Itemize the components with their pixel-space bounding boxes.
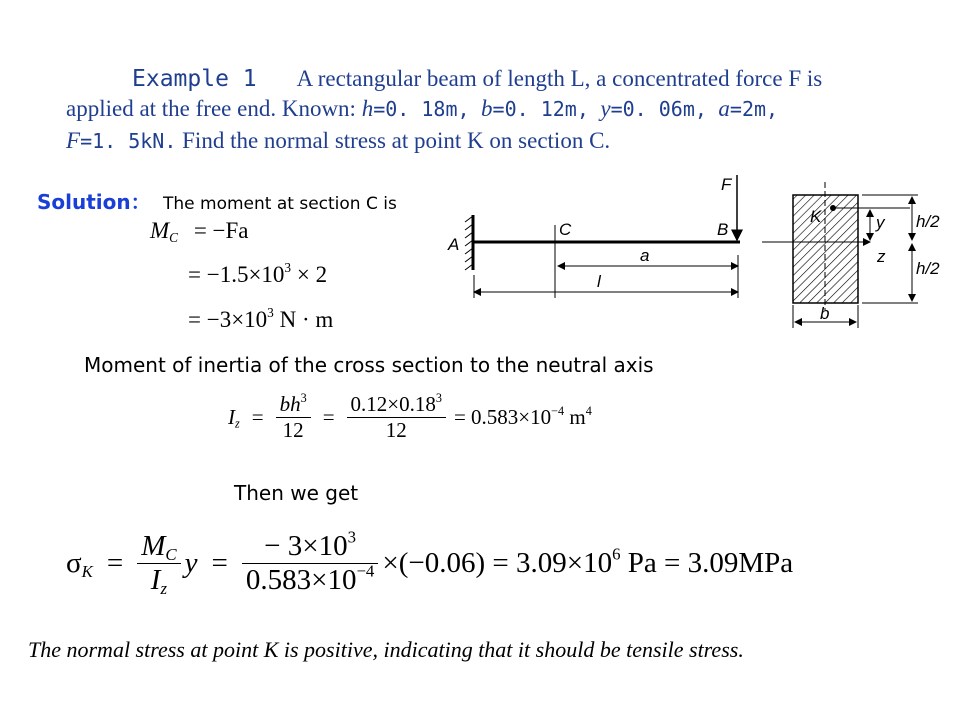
var-F: F	[66, 128, 81, 153]
iz-symbol	[228, 405, 240, 430]
eq2-exp: 3	[284, 260, 292, 275]
frac2-num: 0.12×0.18	[350, 392, 436, 416]
label-l: l	[597, 272, 601, 291]
f1-num-sub: C	[165, 545, 177, 565]
f2-num: − 3×10	[264, 530, 348, 562]
frac2-num-exp: 3	[435, 390, 442, 405]
fraction-numeric-final	[242, 527, 379, 597]
final-y: y	[184, 547, 198, 579]
moment-eq-3	[188, 307, 333, 333]
mc-subscript: C	[169, 230, 179, 245]
f2-den: 0.583×10	[245, 564, 357, 596]
label-h2-top: h/2	[916, 212, 940, 231]
y-value: =0. 06m,	[610, 97, 707, 121]
final-equation	[66, 527, 794, 599]
a-value: =2m,	[729, 97, 779, 121]
example-question: Find the normal stress at point K on section C.	[182, 128, 611, 153]
label-B: B	[717, 220, 729, 239]
label-y: y	[876, 213, 885, 232]
conclusion-text: The normal stress at point K is positive, indicating that it should be tensile stress.	[28, 637, 744, 662]
iz-letter: I	[228, 405, 235, 429]
final-tail-exp: 6	[612, 544, 621, 564]
inertia-unit-exp: 4	[585, 403, 592, 418]
f2-num-exp: 3	[347, 527, 357, 547]
label-b: b	[820, 304, 830, 323]
label-C: C	[559, 220, 572, 239]
final-tail: ×(−0.06) = 3.09×10	[382, 547, 613, 579]
frac1-num: bh	[279, 392, 301, 416]
label-K: K	[810, 207, 822, 226]
F-value: =1. 5kN.	[80, 129, 177, 153]
example-line-3	[66, 126, 610, 156]
known-text: applied at the free end. Known:	[66, 96, 362, 121]
eq2-tail: × 2	[296, 262, 328, 287]
label-h2-bottom: h/2	[916, 259, 940, 278]
eq3-exp: 3	[267, 305, 274, 320]
example-line-2	[66, 94, 778, 124]
label-A: A	[448, 235, 460, 254]
label-a: a	[640, 246, 650, 265]
var-b: b	[481, 96, 493, 121]
equals-f1: =	[106, 547, 124, 579]
example-line-1	[132, 64, 822, 94]
moment-eq-1	[150, 218, 249, 244]
sigma-sub: K	[81, 562, 93, 582]
beam-diagram	[440, 170, 960, 340]
sigma-symbol: σ	[66, 547, 82, 579]
iz-sub: z	[235, 416, 240, 431]
inertia-equation	[228, 392, 592, 443]
f1-num: M	[141, 530, 166, 562]
f2-den-exp: −4	[356, 561, 375, 581]
inertia-unit: m	[569, 405, 586, 429]
equals-2: =	[322, 405, 335, 429]
frac1-den: 12	[282, 418, 304, 442]
solution-intro: The moment at section C is	[163, 194, 397, 214]
fixed-support	[465, 215, 473, 270]
example-text-1: A rectangular beam of length L, a concentrated force F is	[296, 66, 823, 91]
h-value: =0. 18m,	[373, 97, 470, 121]
f1-den-sub: z	[160, 579, 168, 599]
inertia-result-value: = 0.583×10	[453, 405, 552, 429]
label-z: z	[877, 247, 886, 266]
var-a: a	[718, 96, 730, 121]
equals-1: =	[251, 405, 264, 429]
frac1-num-exp: 3	[300, 390, 307, 405]
eq1-rhs: = −Fa	[193, 218, 249, 243]
inertia-result-exp: −4	[551, 403, 565, 418]
equals-f2: =	[211, 547, 228, 579]
fraction-mc-iz	[137, 530, 180, 597]
label-F: F	[721, 175, 732, 194]
solution-header	[37, 186, 397, 215]
final-result	[382, 544, 794, 580]
example-label: Example 1	[132, 66, 257, 92]
frac2-den: 12	[385, 418, 407, 442]
fraction-numeric	[347, 392, 446, 443]
eq2-rhs: = −1.5×10	[188, 262, 285, 287]
final-tail-end: Pa = 3.09MPa	[627, 547, 794, 579]
b-value: =0. 12m,	[492, 97, 589, 121]
then-text: Then we get	[234, 481, 359, 505]
eq3-rhs: = −3×10	[188, 307, 268, 332]
inertia-result	[454, 405, 592, 430]
mc-symbol: M	[150, 218, 170, 243]
var-y: y	[600, 96, 611, 121]
sigma-k	[66, 547, 93, 580]
eq3-tail: N · m	[279, 307, 334, 332]
f1-den: I	[150, 564, 161, 596]
solution-label: Solution：	[37, 190, 151, 214]
fraction-bh3-12	[276, 392, 311, 443]
inertia-text: Moment of inertia of the cross section to the neutral axis	[84, 353, 654, 377]
var-h: h	[361, 96, 374, 121]
moment-eq-2	[188, 262, 327, 288]
